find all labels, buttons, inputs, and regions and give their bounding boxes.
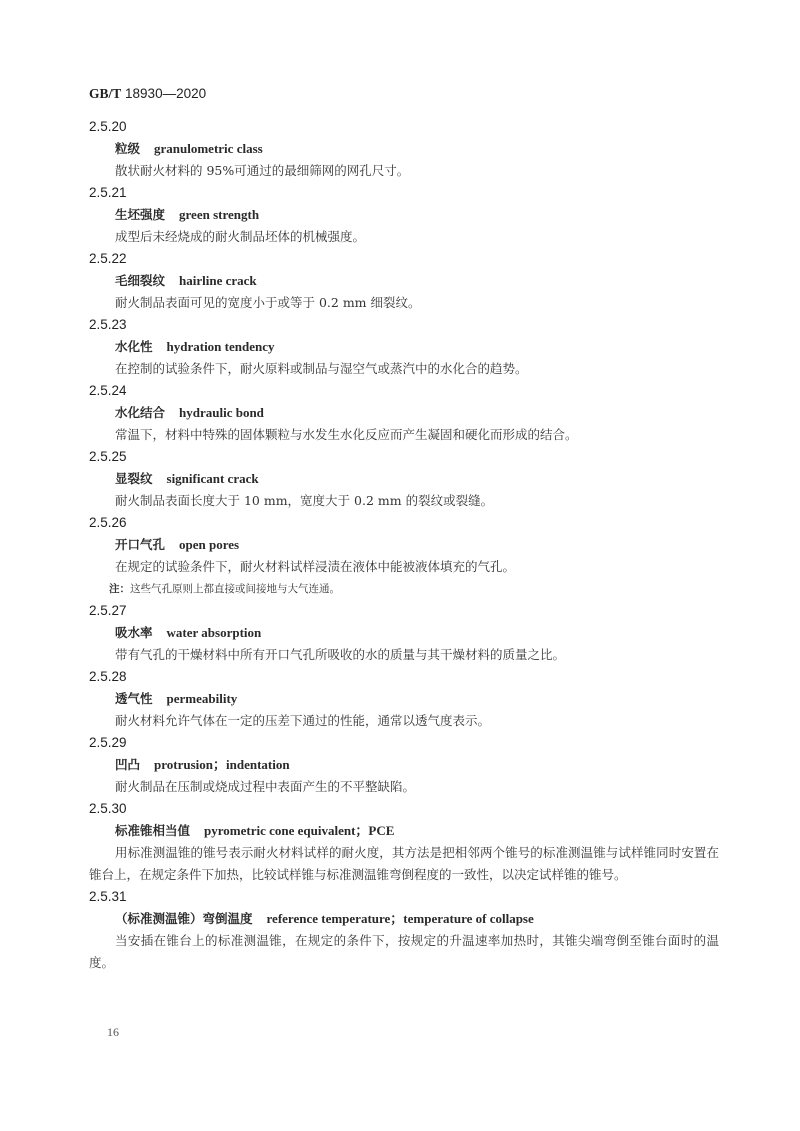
term-en: hydration tendency (166, 339, 275, 354)
term-heading (89, 336, 719, 358)
definition: 散状耐火材料的 95%可通过的最细筛网的网孔尺寸。 (115, 163, 410, 178)
entry-number: 2.5.20 (89, 119, 127, 134)
term-zh: （标准测温锥）弯倒温度 (115, 911, 253, 926)
term-zh: 标准锥相当值 (115, 823, 191, 838)
term-en: protrusion；indentation (154, 757, 290, 772)
entry-number: 2.5.27 (89, 603, 127, 618)
term-heading (89, 688, 719, 710)
term-entry (89, 512, 719, 600)
entry-number: 2.5.28 (89, 669, 127, 684)
term-heading (89, 468, 719, 490)
entry-number: 2.5.29 (89, 735, 127, 750)
definition: 耐火制品在压制或烧成过程中表面产生的不平整缺陷。 (115, 779, 416, 794)
term-zh: 凹凸 (115, 757, 141, 772)
term-entry (89, 798, 719, 886)
entry-number: 2.5.24 (89, 383, 127, 398)
definition: 在控制的试验条件下，耐火原料或制品与湿空气或蒸汽中的水化合的趋势。 (115, 361, 528, 376)
note-label: 注： (109, 583, 130, 595)
term-entry (89, 666, 719, 732)
definition: 当安插在锥台上的标准测温锥，在规定的条件下，按规定的升温速率加热时，其锥尖端弯倒至锥台面时的温度。 (89, 933, 719, 970)
entry-number: 2.5.30 (89, 801, 127, 816)
term-zh: 开口气孔 (115, 537, 166, 552)
term-heading (89, 138, 719, 160)
definition: 耐火制品表面可见的宽度小于或等于 0.2 mm 细裂纹。 (115, 295, 421, 310)
term-en: significant crack (166, 471, 259, 486)
term-zh: 水化结合 (115, 405, 166, 420)
definition: 常温下，材料中特殊的固体颗粒与水发生水化反应而产生凝固和硬化而形成的结合。 (115, 427, 578, 442)
term-heading (89, 402, 719, 424)
entry-number: 2.5.21 (89, 185, 127, 200)
term-entry (89, 116, 719, 182)
term-en: open pores (179, 537, 240, 552)
document-header (89, 86, 206, 102)
entry-number: 2.5.31 (89, 889, 127, 904)
term-entry (89, 446, 719, 512)
term-zh: 生坯强度 (115, 207, 166, 222)
definition: 在规定的试验条件下，耐火材料试样浸渍在液体中能被液体填充的气孔。 (115, 559, 516, 574)
definition: 成型后未经烧成的耐火制品坯体的机械强度。 (115, 229, 366, 244)
term-heading (89, 754, 719, 776)
term-heading (89, 820, 719, 842)
term-en: granulometric class (154, 141, 263, 156)
entry-number: 2.5.23 (89, 317, 127, 332)
definition: 耐火材料允许气体在一定的压差下通过的性能，通常以透气度表示。 (115, 713, 491, 728)
note-text: 这些气孔原则上都直接或间接地与大气连通。 (130, 583, 340, 595)
standard-number: 18930—2020 (125, 86, 207, 101)
term-zh: 吸水率 (115, 625, 153, 640)
entry-number: 2.5.22 (89, 251, 127, 266)
term-en: reference temperature；temperature of collapse (266, 911, 534, 926)
definition: 带有气孔的干燥材料中所有开口气孔所吸收的水的质量与其干燥材料的质量之比。 (115, 647, 566, 662)
term-zh: 水化性 (115, 339, 153, 354)
term-en: pyrometric cone equivalent；PCE (204, 823, 395, 838)
term-en: hydraulic bond (179, 405, 264, 420)
terms-list (89, 116, 719, 974)
term-entry (89, 886, 719, 974)
term-entry (89, 182, 719, 248)
term-entry (89, 380, 719, 446)
term-entry (89, 732, 719, 798)
definition: 耐火制品表面长度大于 10 mm，宽度大于 0.2 mm 的裂纹或裂缝。 (115, 493, 494, 508)
term-zh: 粒级 (115, 141, 141, 156)
term-heading (89, 534, 719, 556)
note (89, 578, 719, 600)
definition: 用标准测温锥的锥号表示耐火材料试样的耐火度，其方法是把相邻两个锥号的标准测温锥与试样锥同时安置在锥台上，在规定条件下加热，比较试样锥与标准测温锥弯倒程度的一致性，以决定试样锥的锥号。 (89, 845, 719, 882)
term-en: water absorption (166, 625, 262, 640)
term-heading (89, 622, 719, 644)
term-entry (89, 314, 719, 380)
term-zh: 显裂纹 (115, 471, 153, 486)
term-zh: 毛细裂纹 (115, 273, 166, 288)
entry-number: 2.5.26 (89, 515, 127, 530)
entry-number: 2.5.25 (89, 449, 127, 464)
term-en: hairline crack (179, 273, 257, 288)
term-en: green strength (179, 207, 260, 222)
term-en: permeability (166, 691, 238, 706)
term-heading (89, 204, 719, 226)
page-number: 16 (107, 1025, 119, 1039)
term-heading (89, 270, 719, 292)
term-heading (89, 908, 719, 930)
term-zh: 透气性 (115, 691, 153, 706)
standard-code: GB/T (89, 86, 122, 101)
term-entry (89, 248, 719, 314)
term-entry (89, 600, 719, 666)
